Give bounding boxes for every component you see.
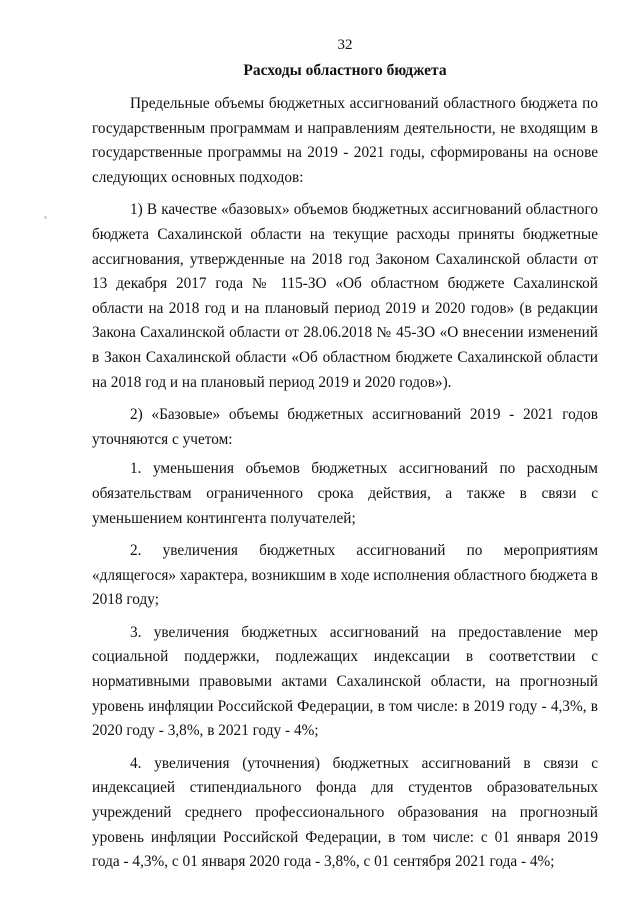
section-title: Расходы областного бюджета	[243, 62, 447, 79]
page-number: 32	[337, 37, 353, 53]
list-item-1: 1. уменьшения объемов бюджетных ассигнований по расходным обязательствам ограниченного срока действия, а также в связи с уменьшением контингента получателей;	[92, 460, 598, 527]
approach-2-paragraph: 2) «Базовые» объемы бюджетных ассигнований 2019 - 2021 годов уточняются с учетом:	[92, 406, 598, 448]
approach-1-paragraph: 1) В качестве «базовых» объемов бюджетных ассигнований областного бюджета Сахалинской области на текущие расходы приняты бюджетные ассигнования, утвержденные на 2018 год Законом Сахалинской области от 13 декабря 2017 года № 115-ЗО «Об областном бюджете Сахалинской области на 2018 год и на плановый период 2019 и 2020 годов» (в редакции Закона Сахалинской области от 28.06.2018 № 45-ЗО «О внесении изменений в Закон Сахалинской области «Об областном бюджете Сахалинской области на 2018 год и на плановый период 2019 и 2020 годов»).	[92, 201, 598, 391]
list-item-4: 4. увеличения (уточнения) бюджетных ассигнований в связи с индексацией стипендиального фонда для студентов образовательных учреждений среднего профессионального образования на прогнозный уровень инфляции Российской Федерации, в том числе: с 01 января 2019 года - 4,3%, с 01 января 2020 года - 3,8%, с 01 сентября 2021 года - 4%;	[92, 754, 598, 871]
list-item-3: 3. увеличения бюджетных ассигнований на предоставление мер социальной поддержки, подлежащих индексации в соответствии с нормативными правовыми актами Сахалинской области, на прогнозный уровень инфляции Российской Федерации, в том числе: в 2019 году - 4,3%, в 2020 году - 3,8%, в 2021 году - 4%;	[92, 623, 598, 740]
intro-paragraph: Предельные объемы бюджетных ассигнований областного бюджета по государственным программам и направлениям деятельности, не входящим в государственные программы на 2019 - 2021 годы, сформированы на основе следующих основных подходов:	[92, 95, 598, 186]
list-item-2: 2. увеличения бюджетных ассигнований по мероприятиям «длящегося» характера, возникшим в ходе исполнения областного бюджета в 2018 году;	[92, 542, 598, 609]
margin-dot	[44, 216, 47, 219]
